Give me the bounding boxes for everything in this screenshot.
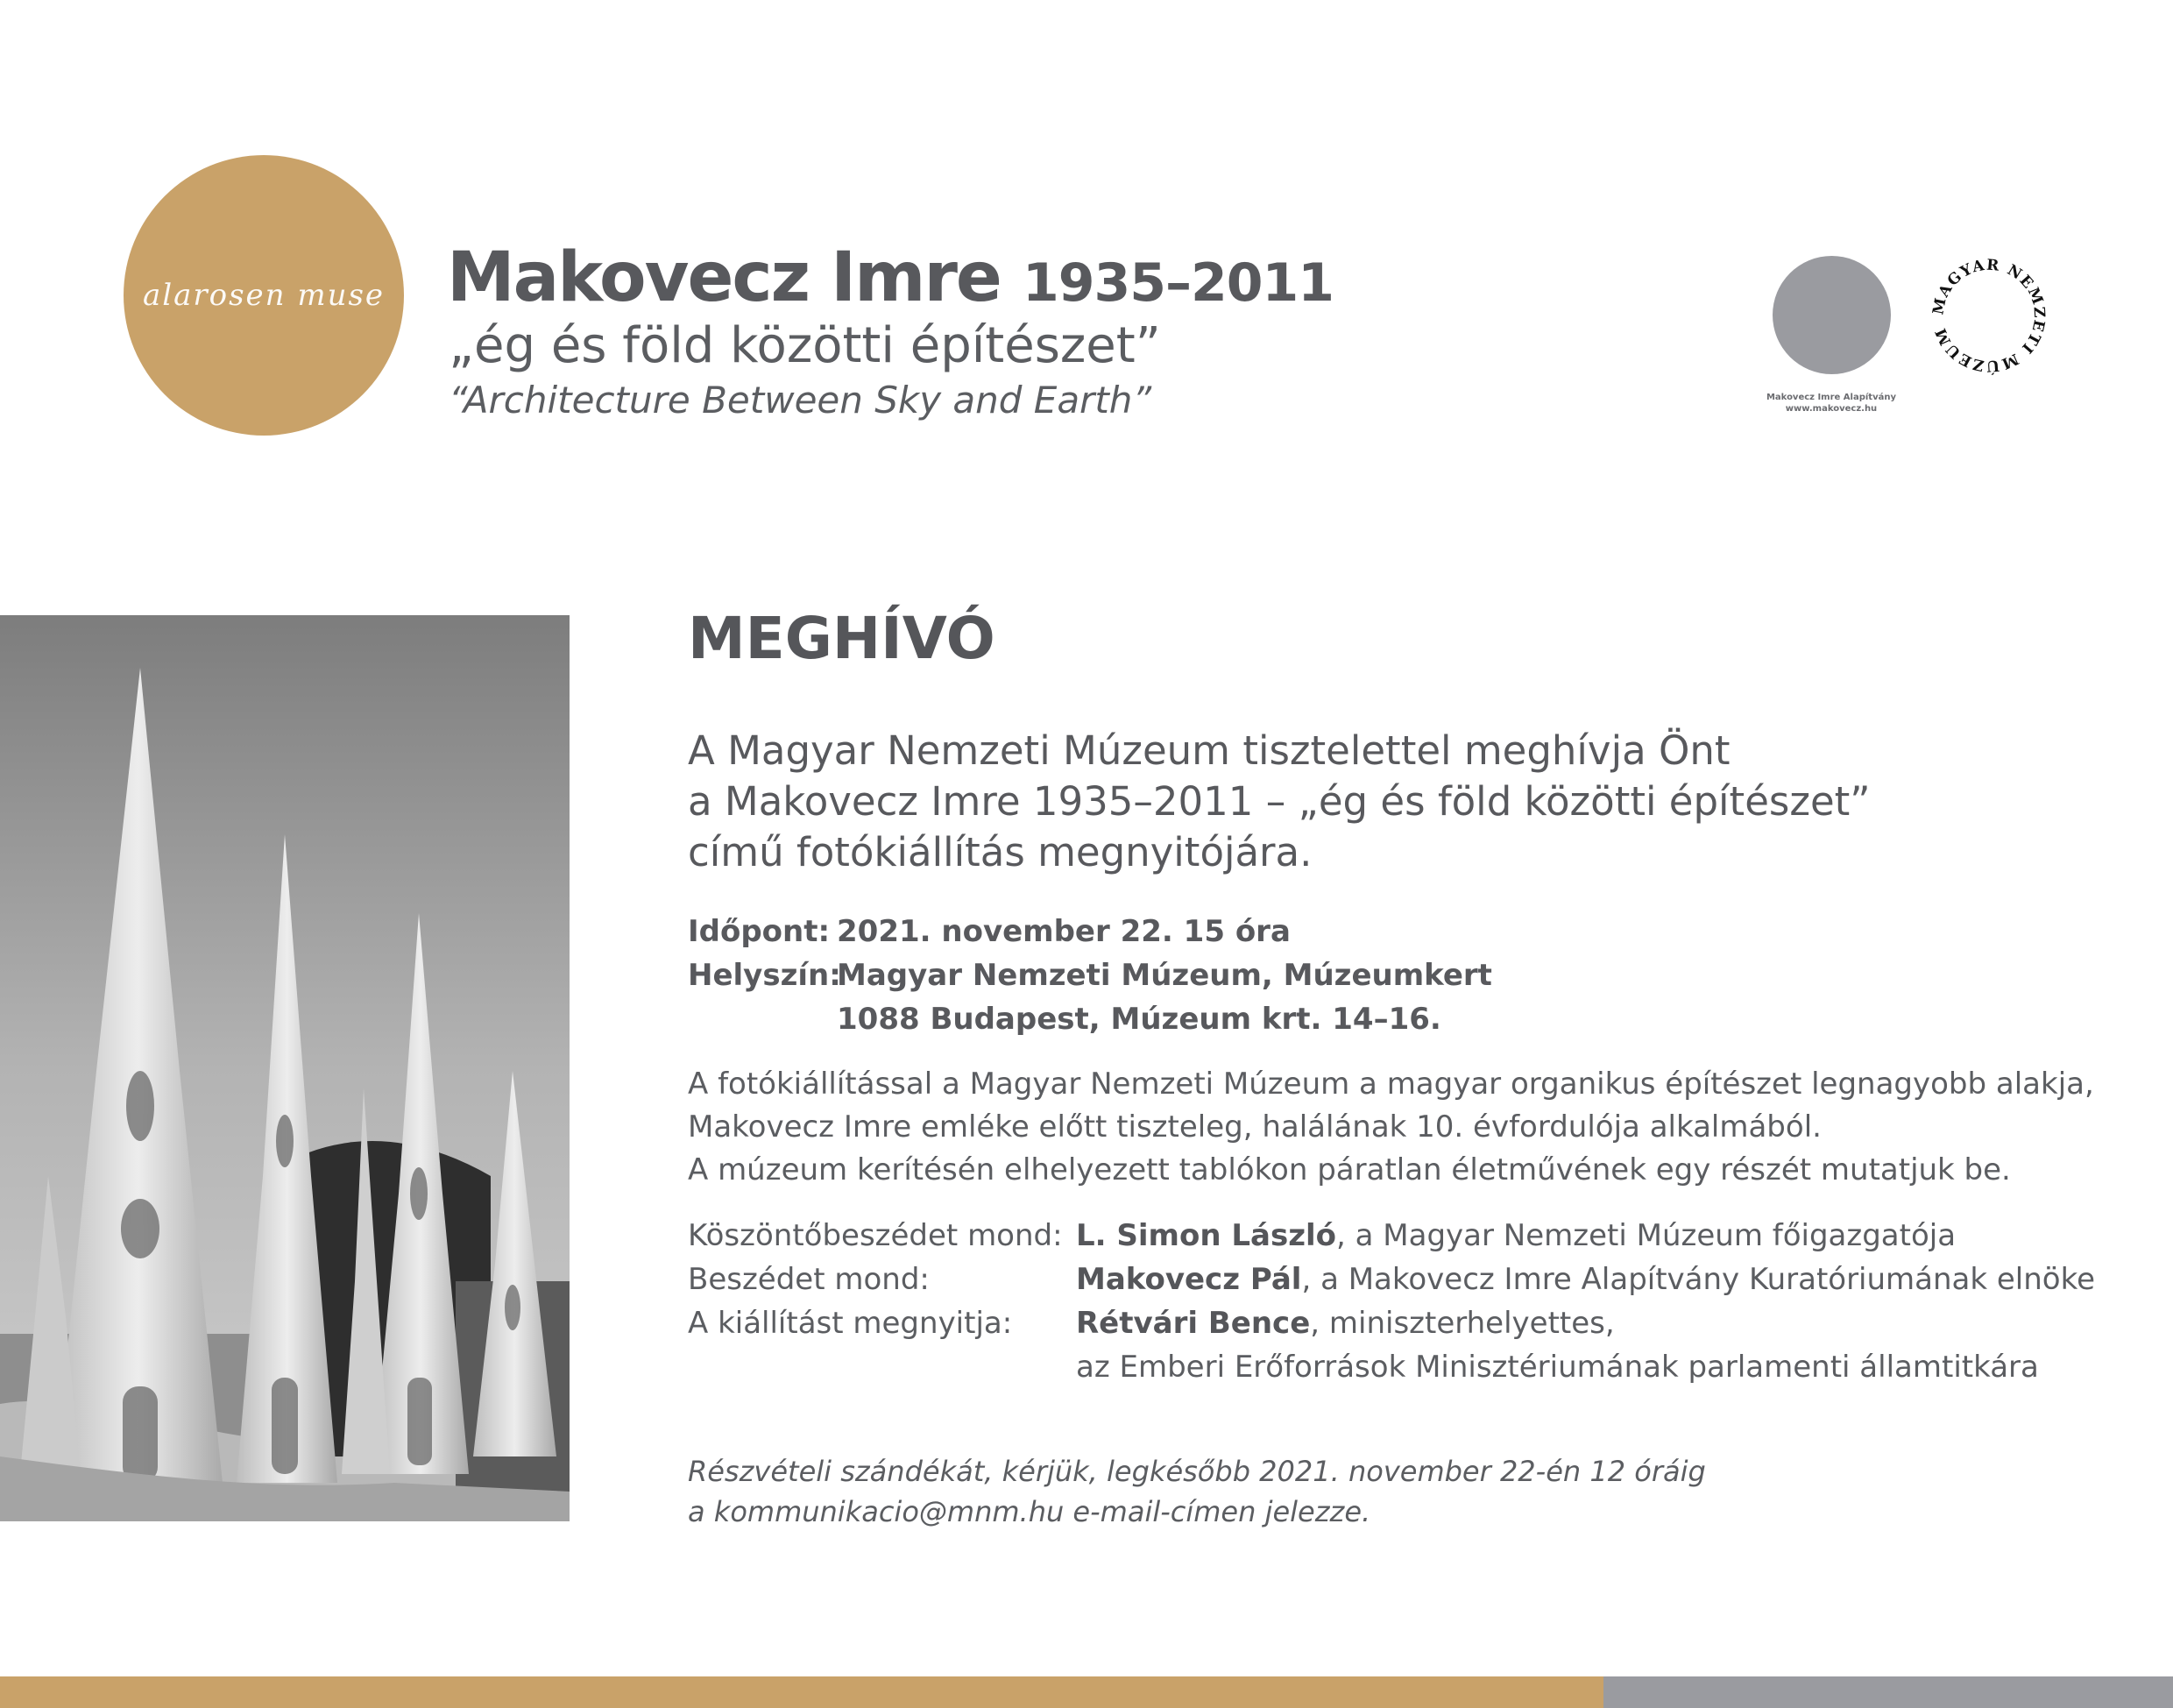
title-name: Makovecz Imre [447,238,1001,317]
church-photo [0,615,570,1521]
page-title [447,238,1334,317]
foundation-caption [1744,392,1919,415]
museum-seal-logo [1928,254,2050,377]
time-label: Időpont: [688,914,831,949]
place-label: Helyszín: [688,958,841,993]
foundation-logo [1773,256,1891,374]
speaker-3-extra: az Emberi Erőforrások Minisztériumának parlamenti államtitkára [1076,1350,2039,1385]
subtitle-english: “Architecture Between Sky and Earth” [449,379,1152,422]
speaker-role-1: Köszöntőbeszédet mond: [688,1218,1063,1253]
speaker-role-2: Beszédet mond: [688,1262,930,1297]
speaker-desc-2: , a Makovecz Imre Alapítvány Kuratóriumának elnöke [1301,1262,2096,1297]
speaker-name-1: L. Simon László [1076,1218,1337,1253]
intro-line-1: A Magyar Nemzeti Múzeum tisztelettel meghívja Önt [688,727,1731,774]
speaker-2 [1076,1262,2095,1297]
speaker-desc-1: , a Magyar Nemzeti Múzeum főigazgatója [1336,1218,1957,1253]
intro-line-3: című fotókiállítás megnyitójára. [688,829,1313,875]
exhibition-logo [124,155,404,436]
rsvp-line-1: Részvételi szándékát, kérjük, legkésőbb 2021. november 22-én 12 óráig [688,1455,1706,1488]
speaker-3 [1076,1306,1615,1341]
foundation-url: www.makovecz.hu [1785,404,1878,414]
time-value: 2021. november 22. 15 óra [837,914,1291,949]
paragraph-line-2: Makovecz Imre emléke előtt tiszteleg, halálának 10. évfordulója alkalmából. [688,1109,1822,1145]
svg-text:MAGYAR NEMZETI MÚZEUM [1929,257,2048,376]
speaker-1 [1076,1218,1956,1253]
invitation-heading: MEGHÍVÓ [688,605,995,672]
speaker-role-3: A kiállítást megnyitja: [688,1306,1013,1341]
title-years: 1935–2011 [1022,252,1334,314]
foundation-name: Makovecz Imre Alapítvány [1766,393,1896,402]
logo-script-text: alarosen muse [142,278,386,313]
speaker-name-3: Rétvári Bence [1076,1306,1311,1341]
intro-line-2: a Makovecz Imre 1935–2011 – „ég és föld közötti építészet” [688,778,1871,825]
museum-seal-text: MAGYAR NEMZETI MÚZEUM [1929,256,2049,375]
paragraph-line-1: A fotókiállítással a Magyar Nemzeti Múzeum a magyar organikus építészet legnagyobb alakja, [688,1067,2094,1102]
speaker-desc-3: , miniszterhelyettes, [1310,1306,1615,1341]
rsvp-line-2: a kommunikacio@mnm.hu e-mail-címen jelezze. [688,1495,1371,1528]
place-value-line-1: Magyar Nemzeti Múzeum, Múzeumkert [837,958,1492,993]
subtitle-hungarian: „ég és föld közötti építészet” [449,317,1161,374]
paragraph-line-3: A múzeum kerítésén elhelyezett tablókon páratlan életművének egy részét mutatjuk be. [688,1152,2011,1187]
speaker-name-2: Makovecz Pál [1076,1262,1302,1297]
place-value-line-2: 1088 Budapest, Múzeum krt. 14–16. [837,1002,1441,1037]
footer-bar-gray [1603,1676,2173,1708]
footer-bar-gold [0,1676,1603,1708]
